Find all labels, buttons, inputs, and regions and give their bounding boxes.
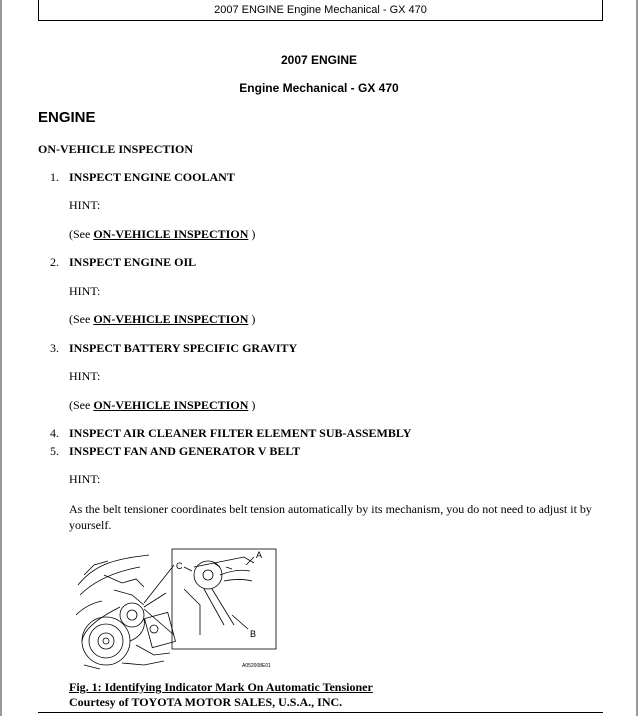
step-1-label: INSPECT ENGINE COOLANT [69, 170, 235, 184]
step-1-hint: HINT: [69, 198, 101, 212]
step-5-label: INSPECT FAN AND GENERATOR V BELT [69, 444, 301, 458]
step-2-hint: HINT: [69, 284, 101, 298]
left-page-border [0, 0, 2, 716]
step-5-number: 5. [50, 444, 59, 458]
step-2-number: 2. [50, 255, 59, 269]
step-1-see: (See ON-VEHICLE INSPECTION ) [69, 227, 256, 241]
section-heading: ENGINE [38, 109, 96, 126]
step-5-paragraph: As the belt tensioner coordinates belt tension automatically by its mechanism, you do not need to adjust it by yourself. [69, 502, 592, 532]
step-3-link[interactable]: ON-VEHICLE INSPECTION [93, 398, 249, 412]
tensioner-illustration [74, 545, 280, 673]
doc-title: 2007 ENGINE [280, 53, 358, 67]
subsection-heading: ON-VEHICLE INSPECTION [38, 142, 194, 156]
label-c: C [176, 561, 183, 571]
figure-caption [69, 680, 373, 710]
step-1-number: 1. [50, 170, 59, 184]
label-a: A [256, 550, 263, 560]
doc-subtitle: Engine Mechanical - GX 470 [239, 81, 399, 95]
figure-caption-title: Fig. 1: Identifying Indicator Mark On Automatic Tensioner [69, 680, 373, 694]
step-2-link[interactable]: ON-VEHICLE INSPECTION [93, 312, 249, 326]
bottom-divider [38, 712, 603, 713]
step-4-label: INSPECT AIR CLEANER FILTER ELEMENT SUB-ASSEMBLY [69, 426, 412, 440]
step-1-link[interactable]: ON-VEHICLE INSPECTION [93, 227, 249, 241]
step-5-hint: HINT: [69, 472, 101, 486]
step-3-number: 3. [50, 341, 59, 355]
step-3-see: (See ON-VEHICLE INSPECTION ) [69, 398, 256, 412]
label-b: B [250, 629, 257, 639]
figure-code: A052008E01 [242, 663, 271, 669]
step-3-label: INSPECT BATTERY SPECIFIC GRAVITY [69, 341, 298, 355]
step-2-label: INSPECT ENGINE OIL [69, 255, 197, 269]
figure-credit: Courtesy of TOYOTA MOTOR SALES, U.S.A., INC. [69, 695, 343, 709]
step-4-number: 4. [50, 426, 59, 440]
step-2-see: (See ON-VEHICLE INSPECTION ) [69, 312, 256, 326]
step-3-hint: HINT: [69, 369, 101, 383]
running-header-text: 2007 ENGINE Engine Mechanical - GX 470 [214, 4, 427, 16]
running-header [38, 0, 603, 21]
